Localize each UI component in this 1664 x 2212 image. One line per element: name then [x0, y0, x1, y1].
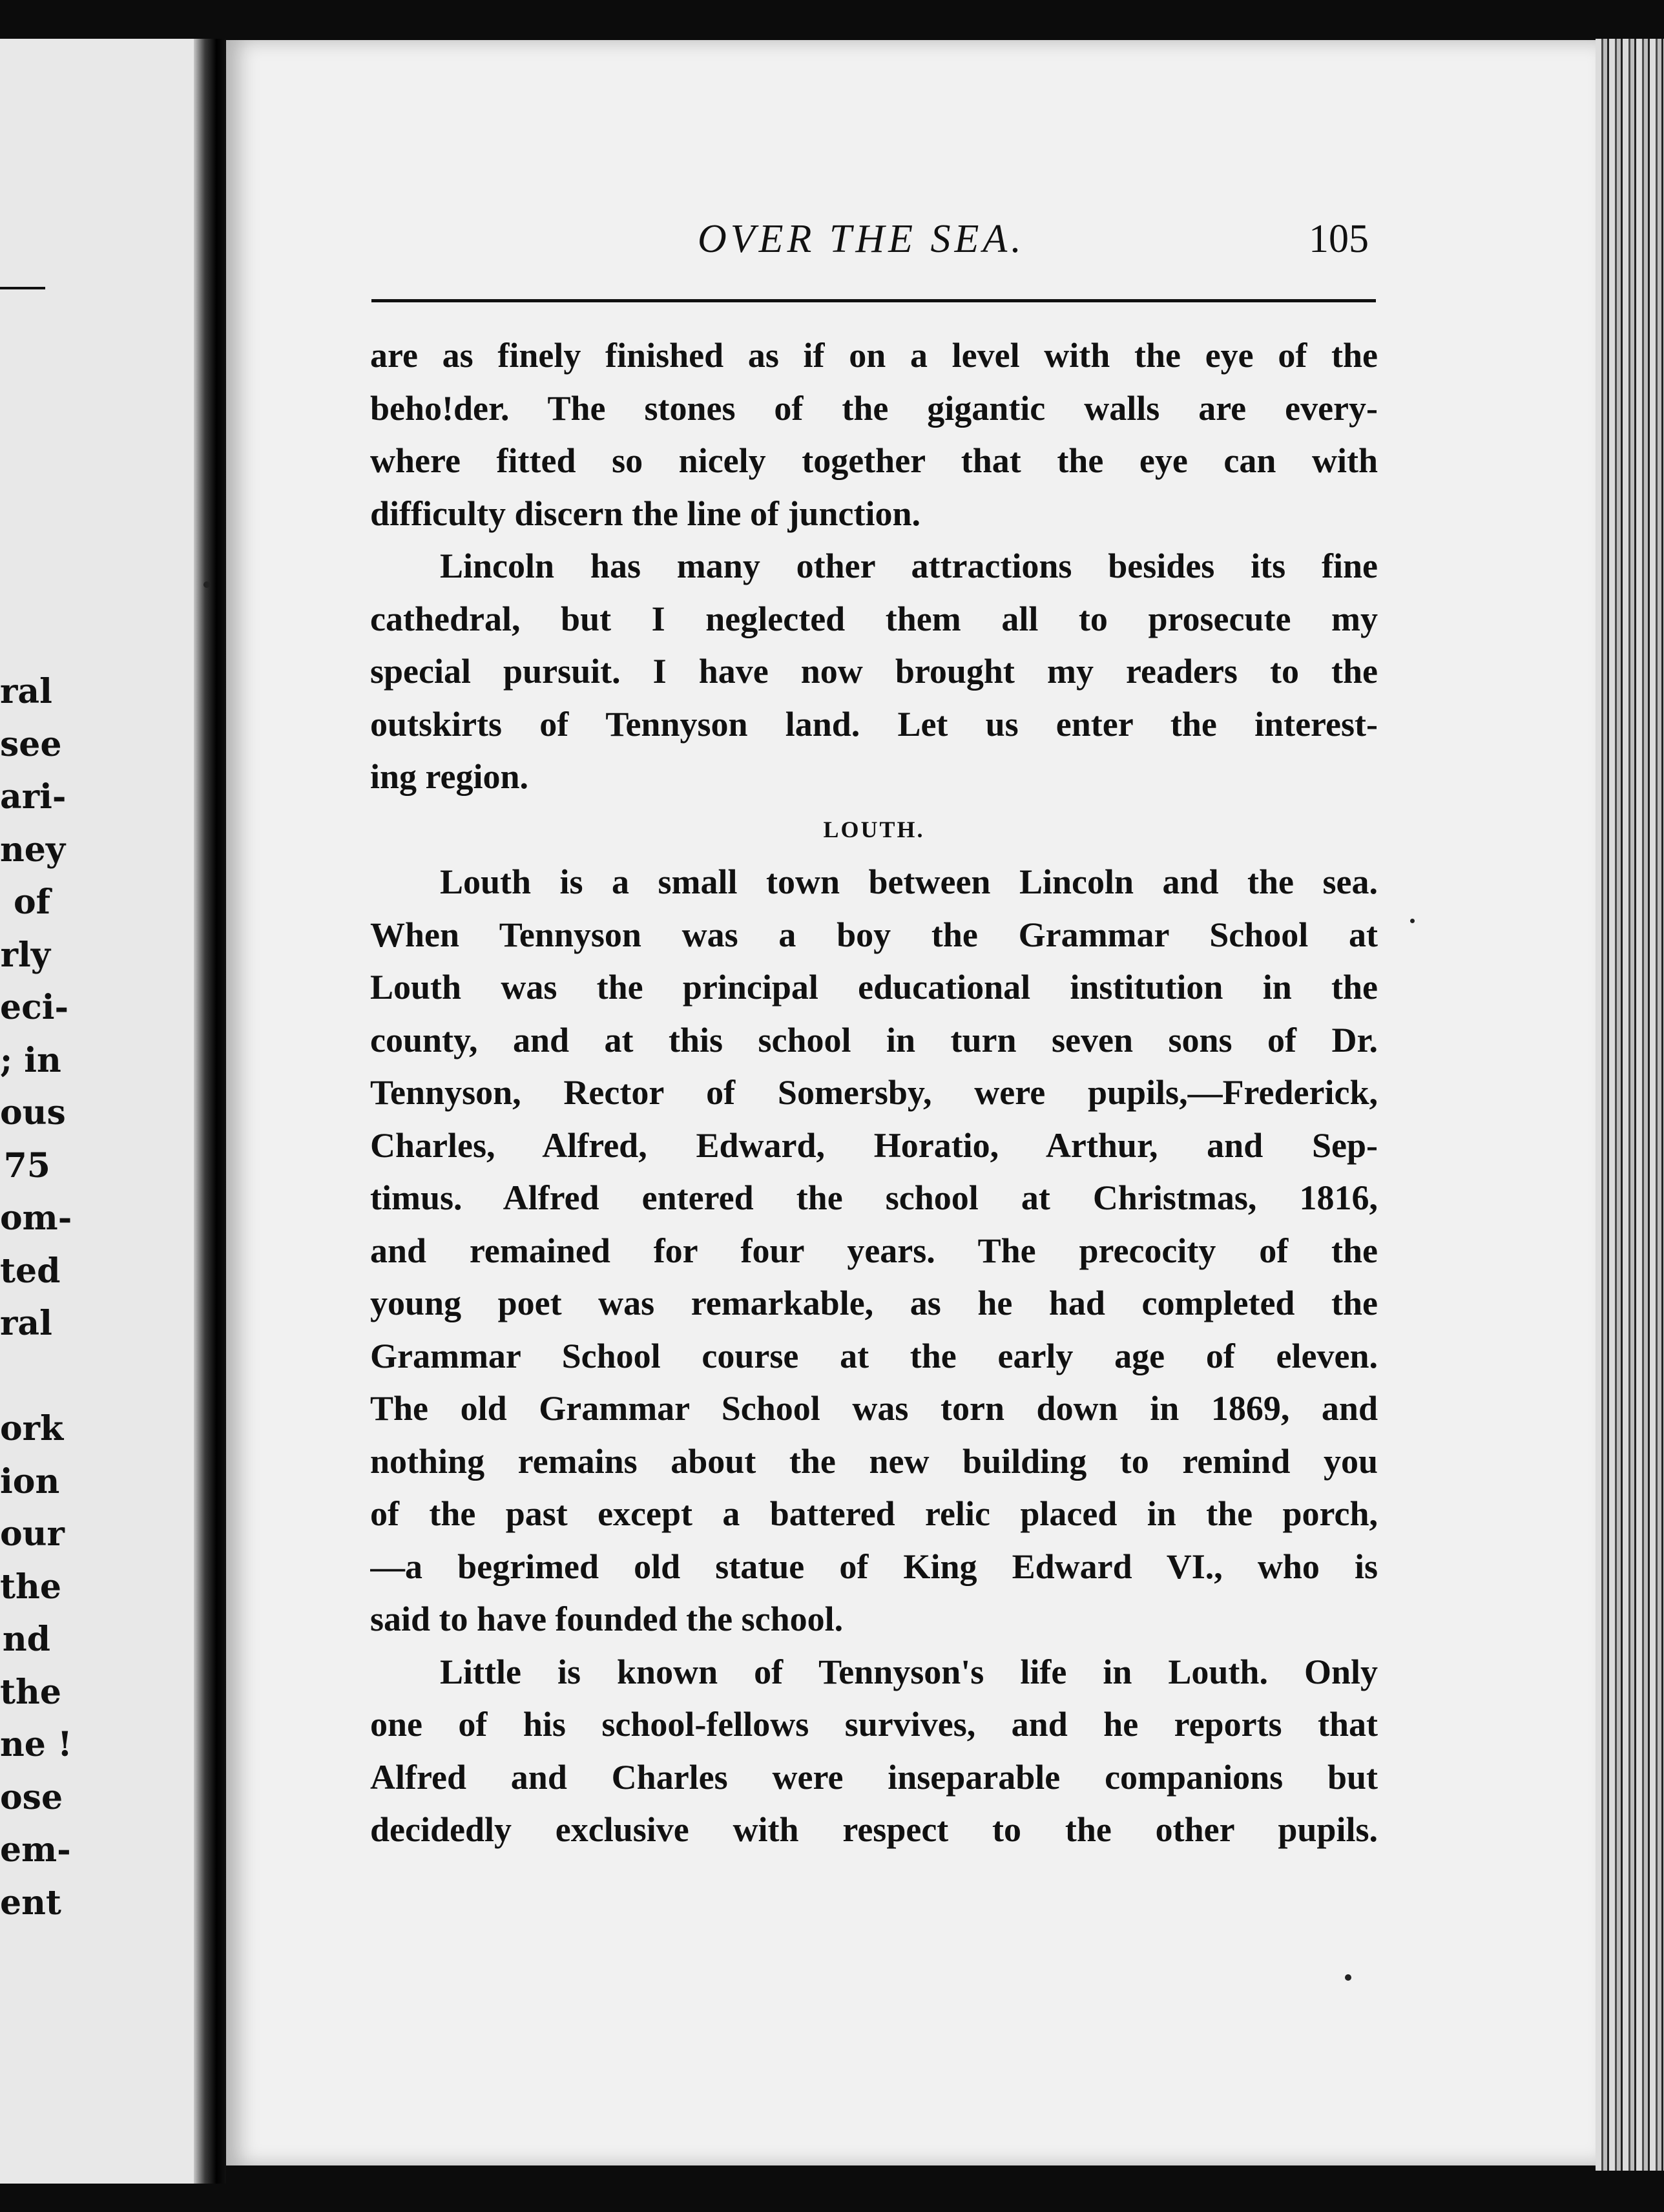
paragraph-2 — [370, 540, 1378, 804]
book-gutter — [194, 39, 226, 2184]
text-line: young poet was remarkable, as he had completed the — [370, 1284, 1378, 1322]
previous-page-text — [0, 665, 72, 1929]
previous-page-line: ent — [0, 1883, 61, 1923]
text-line: difficulty discern the line of junction. — [370, 494, 920, 533]
previous-page-line: the — [0, 1567, 61, 1607]
text-line: ing region. — [370, 757, 529, 796]
paragraph-1 — [370, 329, 1378, 540]
text-line: The old Grammar School was torn down in 1869, and — [370, 1389, 1378, 1428]
previous-page-line: ral — [0, 672, 52, 711]
previous-page-line: ari- — [0, 777, 67, 817]
previous-page-line: om- — [0, 1198, 72, 1238]
text-line: said to have founded the school. — [370, 1600, 844, 1638]
previous-page-line: nd — [2, 1620, 50, 1659]
text-line: Charles, Alfred, Edward, Horatio, Arthur, and Sep- — [370, 1125, 1378, 1165]
previous-page-line: see — [0, 724, 62, 764]
paragraph-3 — [370, 856, 1378, 1646]
text-line: county, and at this school in turn seven sons of Dr. — [370, 1020, 1378, 1059]
previous-page-line: ous — [0, 1093, 66, 1132]
text-line: Grammar School course at the early age of eleven. — [370, 1336, 1378, 1375]
text-line: Alfred and Charles were inseparable companions but — [370, 1757, 1378, 1797]
text-line: nothing remains about the new building to remind you — [370, 1441, 1378, 1481]
paragraph-4 — [370, 1646, 1378, 1857]
previous-page-line: 75 — [3, 1145, 50, 1185]
text-line: outskirts of Tennyson land. Let us enter the interest- — [370, 704, 1378, 744]
text-line: of the past except a battered relic placed in the porch, — [370, 1494, 1378, 1533]
previous-page-line: ted — [0, 1251, 61, 1291]
text-line: —a begrimed old statue of King Edward VI., who is — [370, 1547, 1378, 1586]
previous-page-line: ork — [0, 1409, 64, 1448]
page-number: 105 — [1309, 217, 1369, 261]
text-line: Little is known of Tennyson's life in Louth. Only — [440, 1652, 1378, 1691]
previous-page-line: eci- — [0, 988, 69, 1027]
previous-page-line: of — [13, 882, 50, 922]
previous-page-fragment — [0, 39, 194, 2184]
text-line: and remained for four years. The precocity of the — [370, 1231, 1378, 1270]
text-line: When Tennyson was a boy the Grammar School at — [370, 915, 1378, 954]
scan-speck — [1410, 919, 1415, 923]
text-line: cathedral, but I neglected them all to prosecute my — [370, 599, 1378, 638]
text-line: Tennyson, Rector of Somersby, were pupils,—Frederick, — [370, 1073, 1378, 1112]
text-line: Louth was the principal educational institution in the — [370, 968, 1378, 1007]
scan-speck — [203, 581, 210, 588]
previous-page-line: ; in — [0, 1040, 61, 1080]
page-edges — [1596, 39, 1664, 2171]
text-line: Louth is a small town between Lincoln and the sea. — [440, 862, 1378, 901]
page-body — [370, 329, 1378, 1857]
header-rule — [371, 299, 1376, 302]
previous-page-line: em- — [0, 1830, 71, 1870]
previous-page-line: our — [0, 1514, 65, 1554]
text-line: one of his school-fellows survives, and he reports that — [370, 1705, 1378, 1744]
previous-page-line: ral — [0, 1304, 52, 1343]
previous-page-line: ion — [0, 1461, 60, 1501]
previous-page-line: ose — [0, 1777, 63, 1817]
previous-page-line: rly — [0, 935, 50, 975]
previous-page-line — [0, 1350, 50, 1403]
section-heading: LOUTH. — [823, 816, 925, 842]
previous-page-line: the — [0, 1672, 61, 1712]
text-line: Lincoln has many other attractions besides its fine — [440, 547, 1378, 585]
text-line: special pursuit. I have now brought my readers to the — [370, 652, 1378, 691]
text-line: decidedly exclusive with respect to the other pupils. — [370, 1810, 1378, 1849]
scan-speck — [1345, 1974, 1351, 1981]
previous-page-line: ne ! — [0, 1725, 72, 1764]
text-line: where fitted so nicely together that the eye can with — [370, 441, 1378, 480]
previous-page-line: ney — [0, 830, 66, 870]
previous-page-rule — [0, 287, 45, 289]
text-line: are as finely finished as if on a level with the eye of the — [370, 336, 1378, 375]
running-head: OVER THE SEA. — [698, 217, 1025, 261]
text-line: timus. Alfred entered the school at Christmas, 1816, — [370, 1178, 1378, 1217]
text-line: beho!der. The stones of the gigantic walls are every- — [370, 388, 1378, 428]
